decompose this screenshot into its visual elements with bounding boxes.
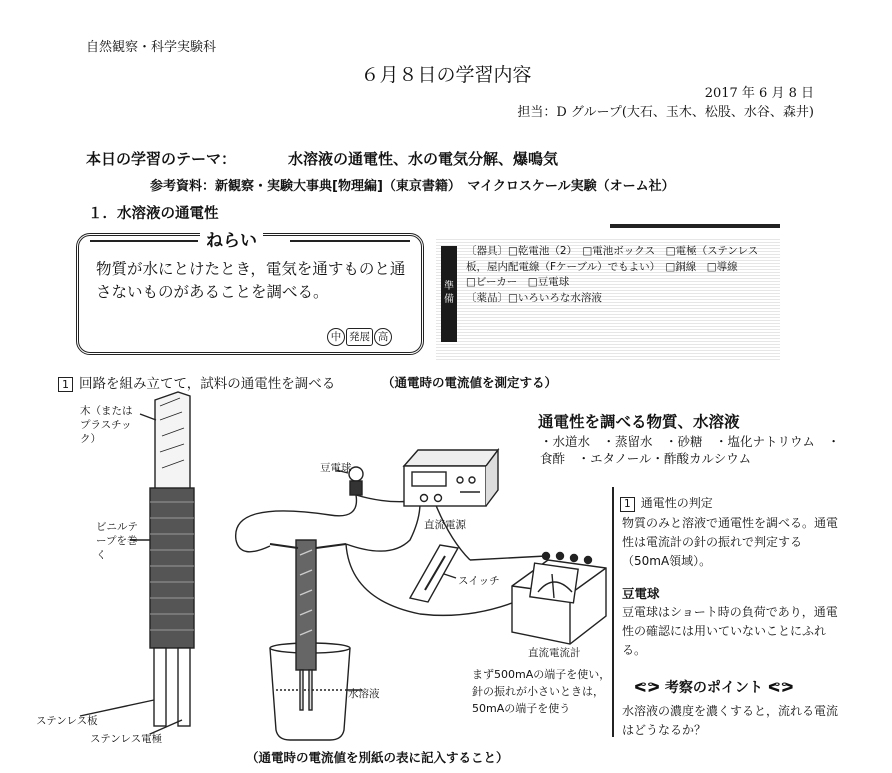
course-name: 自然観察・科学実験科 bbox=[86, 40, 217, 55]
aim-text: 物質が水にとけたとき，電気を通すものと通さないものがあることを調べる。 bbox=[96, 260, 406, 301]
aim-title-rule bbox=[90, 240, 198, 242]
substances-title: 通電性を調べる物質、水溶液 bbox=[538, 413, 740, 431]
leaf-icon: ᕙᕗ bbox=[634, 680, 665, 696]
leaf-icon: ᕙᕗ bbox=[762, 680, 794, 696]
ammeter-note: まず500mAの端子を使い，針の振れが小さいときは，50mAの端子を使う bbox=[472, 668, 611, 715]
judgement-number: 1 bbox=[620, 497, 635, 512]
page-title: ６月８日の学習内容 bbox=[360, 64, 532, 86]
judgement-heading bbox=[620, 494, 713, 512]
discussion-point-text: 水溶液の濃度を濃くすると，流れる電流はどうなるか？ bbox=[622, 704, 839, 737]
theme-text: 水溶液の通電性、水の電気分解、爆鳴気 bbox=[288, 150, 559, 168]
footer-note: （通電時の電流値を別紙の表に記入すること） bbox=[246, 750, 509, 765]
wood-holder bbox=[155, 392, 190, 490]
judgement-title: 通電性の判定 bbox=[640, 496, 713, 510]
grade-badge: 発展 bbox=[346, 328, 373, 346]
label-stainless-electrode: ステンレス電極 bbox=[90, 733, 163, 745]
author-line: 担当：D グループ(大石、玉木、松股、水谷、森井) bbox=[517, 105, 814, 120]
theme-label: 本日の学習のテーマ： bbox=[86, 150, 237, 168]
vinyl-tape bbox=[150, 488, 194, 648]
bulb-text: 豆電球はショート時の負荷であり，通電性の確認には用いていないことにふれる。 bbox=[622, 605, 838, 657]
label-ammeter: 直流電流計 bbox=[528, 647, 581, 659]
preparation-line: 〔器具〕□乾電池（2） □電池ボックス □電極（ステンレス板，屋内配電線（Fケーブル）でもよい） □銅線 □導線 bbox=[466, 245, 759, 273]
grade-badge: 高 bbox=[374, 328, 392, 346]
label-bulb: 豆電球 bbox=[320, 462, 352, 474]
preparation-line: 〔薬品〕□いろいろな水溶液 bbox=[466, 291, 602, 304]
immersed-electrode bbox=[296, 540, 316, 670]
preparation-list bbox=[466, 244, 778, 306]
judgement-text: 物質のみと溶液で通電性を調べる。通電性は電流計の針の振れで判定する（50mA領域）。 bbox=[622, 516, 839, 568]
section-heading: １．水溶液の通電性 bbox=[88, 206, 219, 222]
bulb-heading: 豆電球 bbox=[622, 586, 660, 601]
stainless-plate bbox=[178, 648, 190, 726]
substances-list: ・水道水 ・蒸留水 ・砂糖 ・塩化ナトリウム ・食酢 ・エタノール・酢酸カルシウム bbox=[540, 434, 840, 466]
label-power-supply: 直流電源 bbox=[424, 519, 466, 531]
stainless-plate bbox=[154, 648, 166, 726]
label-vinyl-tape: ビニルテープを巻く bbox=[96, 521, 138, 561]
task-number: 1 bbox=[58, 377, 73, 392]
task-text: 回路を組み立てて，試料の通電性を調べる bbox=[79, 376, 336, 392]
label-switch: スイッチ bbox=[458, 575, 500, 587]
divider bbox=[610, 224, 780, 228]
aim-title-rule bbox=[290, 240, 410, 242]
task-note: （通電時の電流値を測定する） bbox=[382, 375, 558, 390]
grade-badge: 中 bbox=[327, 328, 345, 346]
label-stainless-plate: ステンレス板 bbox=[36, 715, 98, 727]
preparation-line: □ビーカー □豆電球 bbox=[466, 276, 570, 288]
document-date: 2017 年 6 月 8 日 bbox=[704, 86, 814, 101]
references: 参考資料：新観察・実験大事典[物理編]（東京書籍） マイクロスケール実験（オーム社） bbox=[150, 179, 675, 194]
preparation-band-label: 準備 bbox=[444, 281, 454, 305]
column-divider bbox=[612, 487, 614, 737]
grade-badges bbox=[326, 328, 392, 346]
label-solution: 水溶液 bbox=[348, 688, 380, 700]
discussion-point-heading: ᕙᕗ 考察のポイント ᕙᕗ bbox=[634, 680, 794, 696]
label-wood: 木（またはプラスチック） bbox=[80, 405, 133, 445]
aim-title: ねらい bbox=[200, 226, 263, 251]
